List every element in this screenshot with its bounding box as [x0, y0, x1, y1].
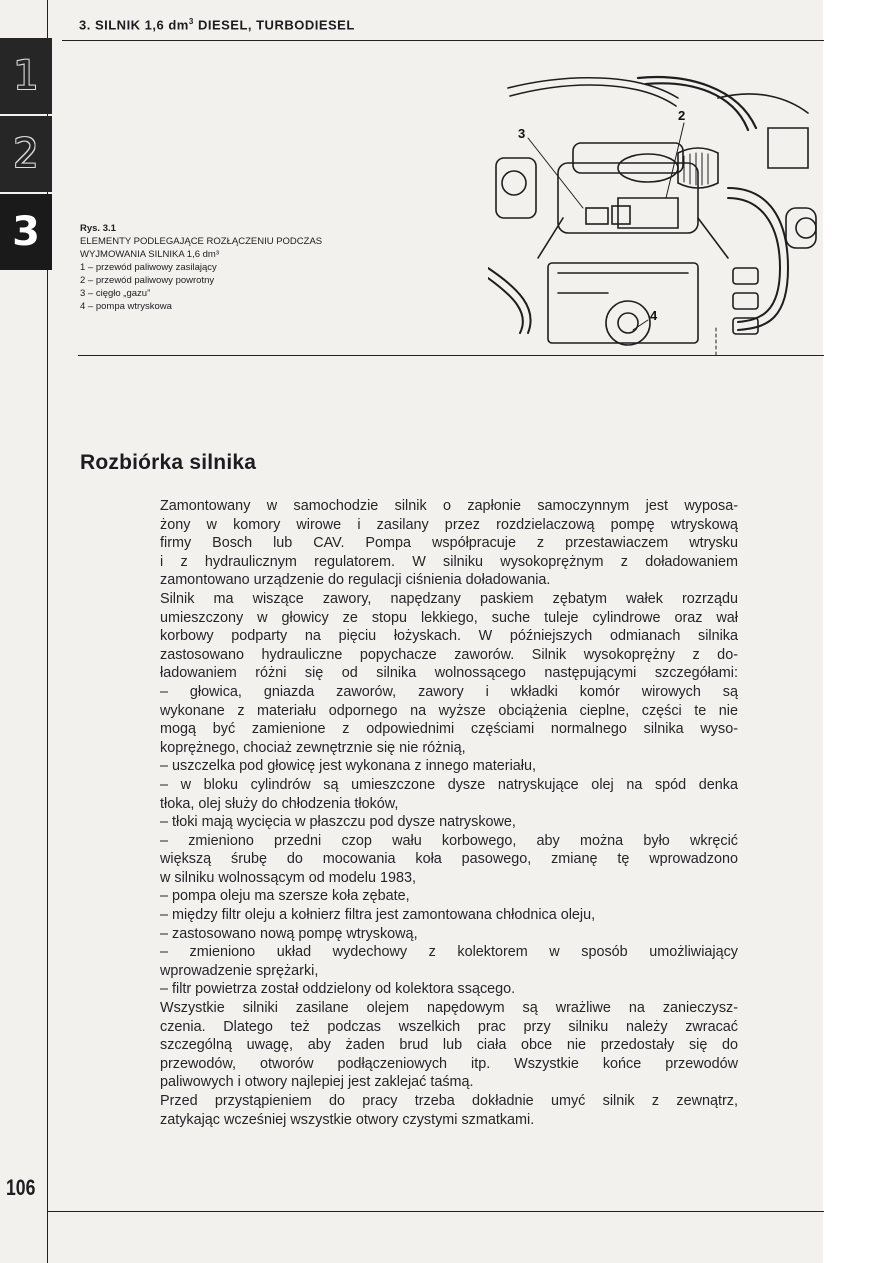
figure-title-line: WYJMOWANIA SILNIKA 1,6 dm³	[80, 249, 220, 260]
figure-callout: 2	[678, 108, 686, 123]
figure-legend-item: 2 – przewód paliwowy powrotny	[80, 275, 215, 286]
body-line: ładowaniem różni się od silnika wolnossącego następującymi szczegółami:	[160, 665, 738, 682]
figure-legend-item: 4 – pompa wtryskowa	[80, 301, 172, 312]
chapter-tab-2	[0, 116, 52, 192]
body-line: Zamontowany w samochodzie silnik o zapłonie samoczynnym jest wyposa-	[160, 498, 738, 514]
body-line: zamontowano urządzenie do regulacji ciśnienia doładowania.	[160, 572, 551, 589]
body-line: – filtr powietrza został oddzielony od kolektora ssącego.	[160, 981, 516, 998]
body-line: szczególną uwagę, aby żaden brud lub ciała obce nie przedostały się do	[160, 1037, 738, 1054]
body-line: – uszczelka pod głowicę jest wykonana z innego materiału,	[160, 758, 536, 775]
figure-number: Rys. 3.1	[80, 223, 116, 234]
body-line: – zmieniono przedni czop wału korbowego, aby można było wkręcić	[160, 832, 738, 849]
body-line: – między filtr oleju a kołnierz filtra jest zamontowana chłodnica oleju,	[160, 907, 596, 924]
body-line: – zastosowano nową pompę wtryskową,	[160, 925, 418, 942]
body-line: – głowica, gniazda zaworów, zawory i wkładki komór wirowych są	[160, 683, 738, 700]
header-title-prefix: 3. SILNIK 1,6 dm	[79, 17, 189, 33]
figure-legend-item: 3 – cięgło „gazu”	[80, 288, 151, 299]
body-line: paliwowych i otwory najlepiej jest zaklejać taśmą.	[160, 1074, 474, 1091]
body-line: Silnik ma wiszące zawory, napędzany paskiem zębatym wałek rozrządu	[160, 590, 738, 607]
chapter-tab-label: 2	[13, 131, 39, 177]
chapter-tab-label: 3	[12, 209, 40, 255]
body-line: i z hydraulicznym regulatorem. W silniku wysokoprężnym z doładowaniem	[160, 553, 738, 570]
figure-callout: 4	[650, 308, 658, 323]
chapter-tabs	[0, 38, 52, 272]
body-line: zatykając wcześniej wszystkie otwory czystymi szmatkami.	[160, 1111, 535, 1128]
engine-line-drawing	[488, 68, 824, 358]
figure-title-line: ELEMENTY PODLEGAJĄCE ROZŁĄCZENIU PODCZAS	[80, 236, 323, 247]
body-line: – pompa oleju ma szersze koła zębate,	[160, 888, 410, 905]
header-rule	[62, 40, 824, 41]
body-line: czenia. Dlatego też podczas wszelkich prac przy silniku należy zwracać	[160, 1018, 738, 1035]
body-line: – tłoki mają wycięcia w płaszczu pod dysze natryskowe,	[160, 814, 516, 831]
body-line: koprężnego, chociaż zewnętrznie się nie różnią,	[160, 739, 466, 756]
body-line: firmy Bosch lub CAV. Pompa współpracuje z przestawiaczem wtrysku	[160, 535, 738, 552]
page-edge	[823, 0, 893, 1263]
footer-rule	[47, 1211, 824, 1212]
body-text	[160, 497, 738, 1129]
body-line: mogą być zamienione z odpowiednimi częściami normalnego silnika wyso-	[160, 721, 738, 738]
figure-caption	[80, 222, 322, 313]
figure-legend-item: 1 – przewód paliwowy zasilający	[80, 262, 217, 273]
figure-rule	[78, 355, 824, 356]
body-line: żony w komory wirowe i zasilany przez rozdzielaczową pompę wtryskową	[160, 516, 738, 533]
header-title-sup: 3	[188, 17, 194, 26]
chapter-tab-label: 1	[13, 53, 39, 99]
running-header	[79, 17, 355, 32]
body-line: przewodów, otworów podłączeniowych itp. Wszystkie końce przewodów	[160, 1055, 738, 1072]
header-title-suffix: DIESEL, TURBODIESEL	[193, 17, 355, 33]
body-line: korbowy podparty na pięciu łożyskach. W późniejszych odmianach silnika	[160, 628, 738, 645]
body-line: większą śrubę do mocowania koła pasowego, zmianę tę wprowadzono	[160, 851, 738, 868]
page-number: 106	[6, 1175, 36, 1200]
chapter-tab-3	[0, 194, 52, 270]
section-heading: Rozbiórka silnika	[80, 451, 257, 474]
figure-callout: 3	[518, 126, 526, 141]
body-line: Wszystkie silniki zasilane olejem napędowym są wrażliwe na zanieczysz-	[160, 1000, 738, 1017]
body-line: wprowadzenie sprężarki,	[160, 962, 319, 979]
body-line: – w bloku cylindrów są umieszczone dysze natryskujące olej na spód denka	[160, 776, 738, 793]
body-line: zastosowano hydrauliczne popychacze zaworów. Silnik wysokoprężny z do-	[160, 646, 738, 663]
body-line: – zmieniono układ wydechowy z kolektorem w sposób umożliwiający	[160, 944, 738, 961]
body-line: w silniku wolnossącym od modelu 1983,	[160, 869, 416, 886]
body-line: tłoka, olej służy do chłodzenia tłoków,	[160, 795, 399, 812]
body-line: wykonane z materiału odpornego na wyższe obciążenia cieplne, części te nie	[160, 702, 738, 719]
body-line: umieszczony w głowicy ze stopu lekkiego, suche tuleje cylindrowe oraz wał	[160, 609, 738, 626]
body-line: Przed przystąpieniem do pracy trzeba dokładnie umyć silnik z zewnątrz,	[160, 1093, 738, 1109]
chapter-tab-1	[0, 38, 52, 114]
